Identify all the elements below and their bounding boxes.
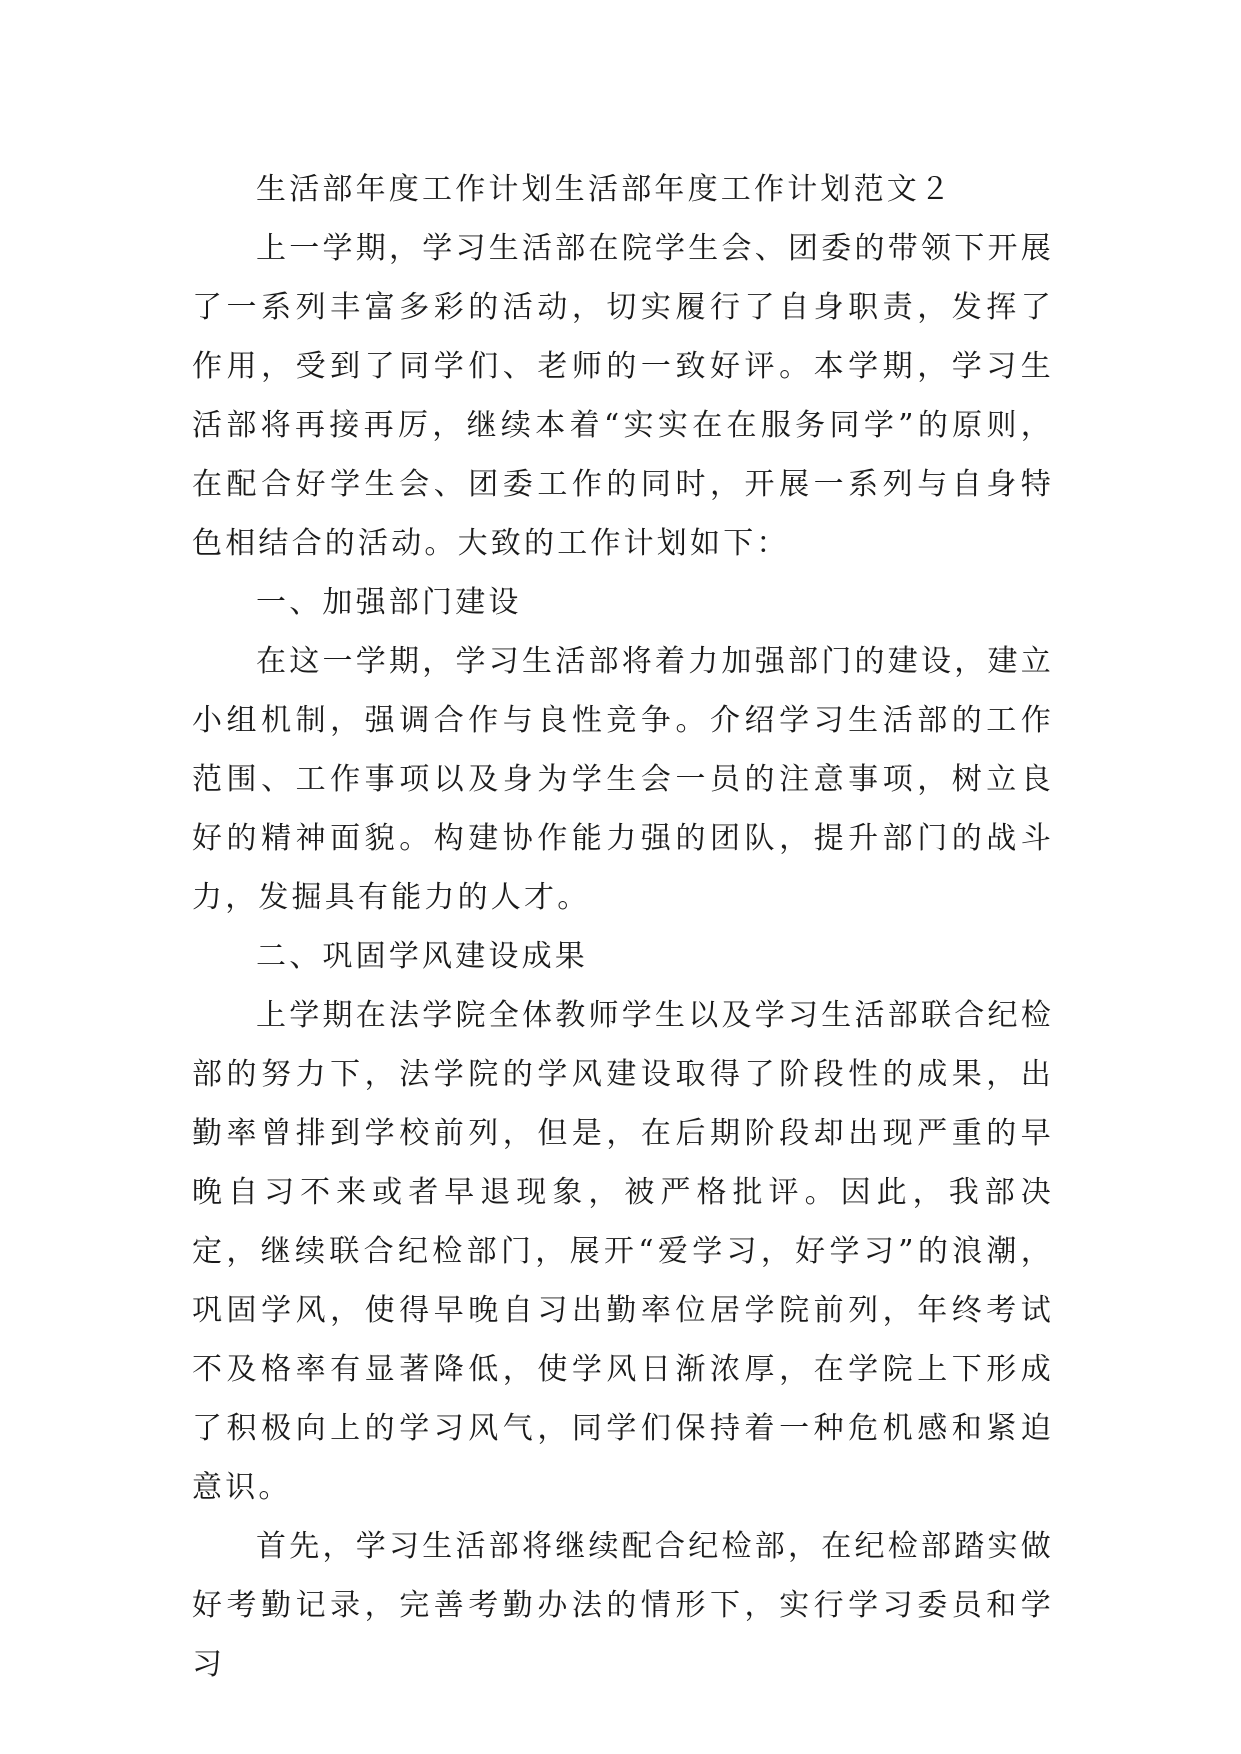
section-heading-2: 二、巩固学风建设成果: [256, 939, 588, 974]
paragraph-intro: 上一学期，学习生活部在院学生会、团委的带领下开展了一系列丰富多彩的活动，切实履行了自身职责，发挥了作用，受到了同学们、老师的一致好评。本学期，学习生活部将再接再厉，继续本着“实实在在服务同学”的原则，在配合好学生会、团委工作的同时，开展一系列与自身特色相结合的活动。大致的工作计划如下：: [192, 231, 1054, 561]
section-heading-1: 一、加强部门建设: [256, 585, 522, 620]
document-page: [192, 160, 1054, 1694]
paragraph-section-2-continued: 首先，学习生活部将继续配合纪检部，在纪检部踏实做好考勤记录，完善考勤办法的情形下，实行学习委员和学习: [192, 1529, 1054, 1682]
paragraph-section-2: 上学期在法学院全体教师学生以及学习生活部联合纪检部的努力下，法学院的学风建设取得了阶段性的成果，出勤率曾排到学校前列，但是，在后期阶段却出现严重的早晚自习不来或者早退现象，被严格批评。因此，我部决定，继续联合纪检部门，展开“爱学习，好学习”的浪潮，巩固学风，使得早晚自习出勤率位居学院前列，年终考试不及格率有显著降低，使学风日渐浓厚，在学院上下形成了积极向上的学习风气，同学们保持着一种危机感和紧迫意识。: [192, 998, 1054, 1505]
paragraph-section-1: 在这一学期，学习生活部将着力加强部门的建设，建立小组机制，强调合作与良性竞争。介绍学习生活部的工作范围、工作事项以及身为学生会一员的注意事项，树立良好的精神面貌。构建协作能力强的团队，提升部门的战斗力，发掘具有能力的人才。: [192, 644, 1054, 915]
document-title: 生活部年度工作计划生活部年度工作计划范文２: [256, 172, 954, 207]
